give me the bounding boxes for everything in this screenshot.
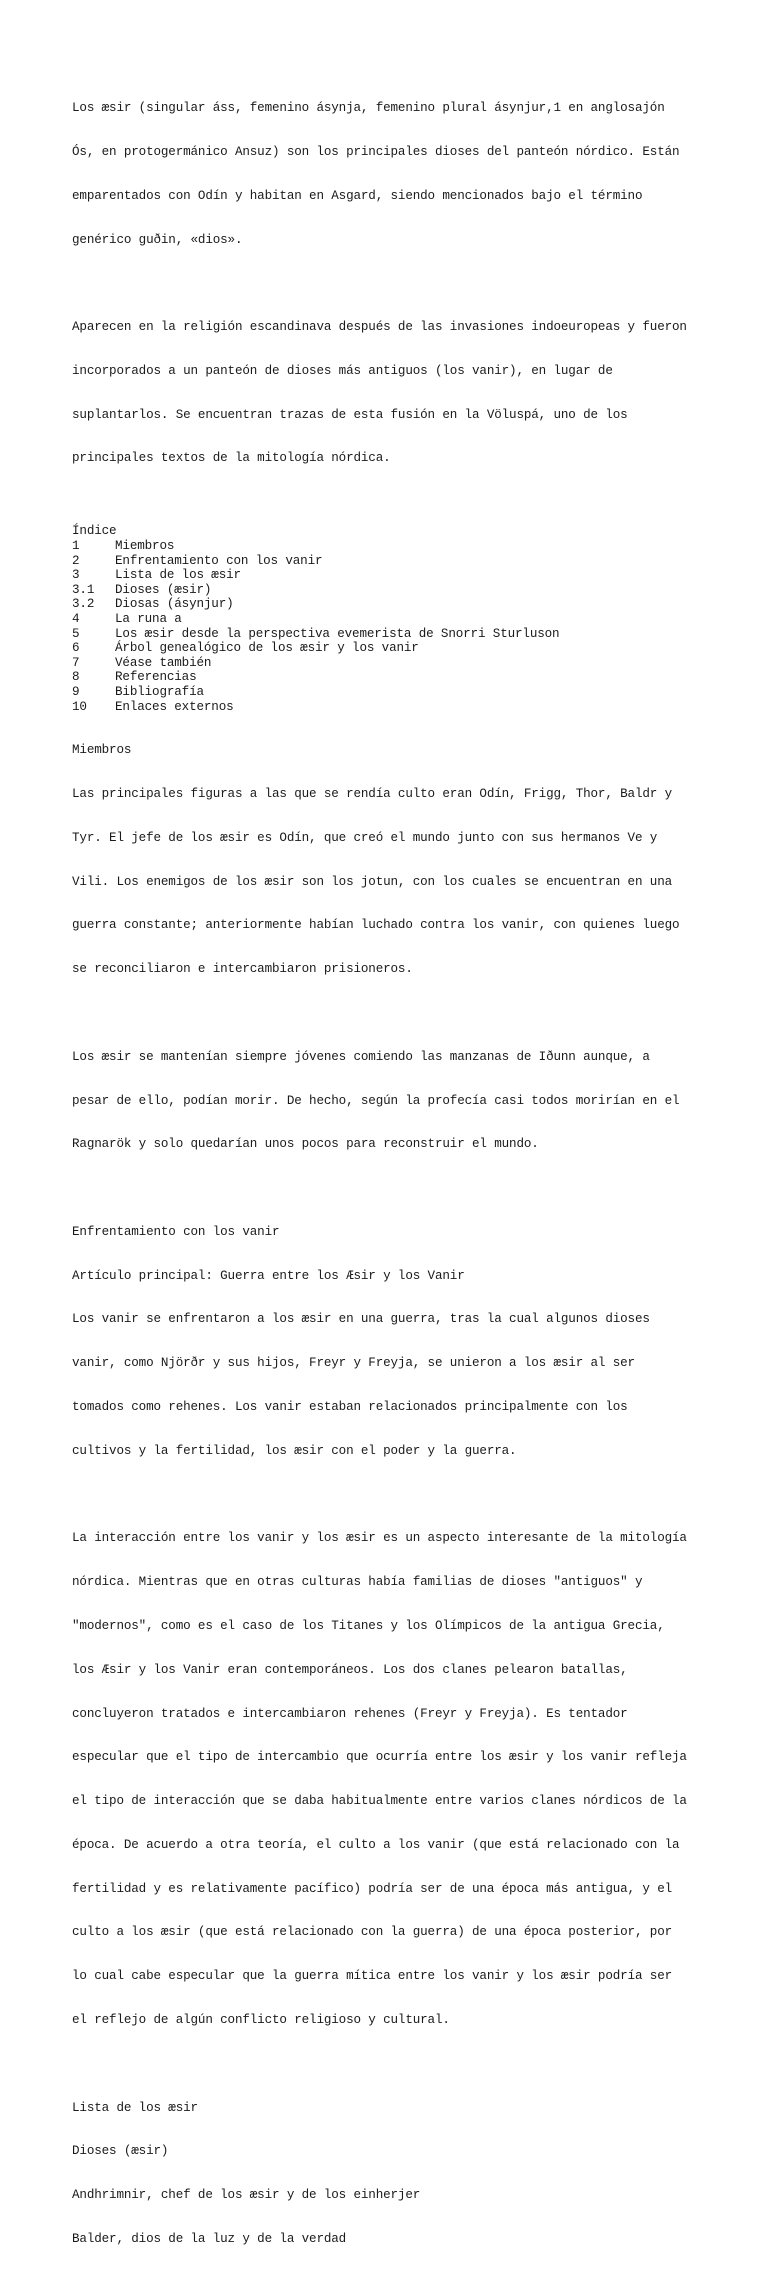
toc-label: Véase también bbox=[115, 655, 212, 670]
toc-item[interactable] bbox=[72, 656, 712, 671]
text-line: el tipo de interacción que se daba habitualmente entre varios clanes nórdicos de la bbox=[72, 1794, 687, 1809]
text-line: época. De acuerdo a otra teoría, el culto a los vanir (que está relacionado con la bbox=[72, 1837, 680, 1852]
toc-item[interactable] bbox=[72, 539, 712, 554]
text-line: lo cual cabe especular que la guerra mítica entre los vanir y los æsir podría ser bbox=[72, 1969, 673, 1984]
text-line: vanir, como Njörðr y sus hijos, Freyr y Freyja, se unieron a los æsir al ser bbox=[72, 1356, 635, 1371]
text-line: suplantarlos. Se encuentran trazas de esta fusión en la Völuspá, uno de los bbox=[72, 407, 628, 422]
toc-label: Enlaces externos bbox=[115, 699, 234, 714]
toc-number: 7 bbox=[72, 655, 80, 670]
table-of-contents bbox=[72, 524, 712, 714]
toc-label: Lista de los æsir bbox=[115, 568, 241, 583]
text-line: pesar de ello, podían morir. De hecho, según la profecía casi todos morirían en el bbox=[72, 1093, 680, 1108]
text-line: el reflejo de algún conflicto religioso y cultural. bbox=[72, 2012, 450, 2027]
section-miembros bbox=[72, 714, 712, 1006]
intro-paragraph-2 bbox=[72, 291, 712, 495]
toc-number: 5 bbox=[72, 626, 80, 641]
text-line: guerra constante; anteriormente habían luchado contra los vanir, con quienes luego bbox=[72, 918, 680, 933]
toc-number: 3.2 bbox=[72, 597, 95, 612]
toc-label: Los æsir desde la perspectiva evemerista de Snorri Sturluson bbox=[115, 626, 560, 641]
text-line: Los vanir se enfrentaron a los æsir en una guerra, tras la cual algunos dioses bbox=[72, 1312, 650, 1327]
text-line: "modernos", como es el caso de los Titanes y los Olímpicos de la antigua Grecia, bbox=[72, 1618, 665, 1633]
list-item: Andhrimnir, chef de los æsir y de los einherjer bbox=[72, 2188, 421, 2203]
text-line: los Æsir y los Vanir eran contemporáneos. Los dos clanes pelearon batallas, bbox=[72, 1662, 628, 1677]
section-enfrentamiento bbox=[72, 1196, 712, 1488]
text-line: se reconciliaron e intercambiaron prisioneros. bbox=[72, 962, 413, 977]
toc-label: Miembros bbox=[115, 539, 175, 553]
toc-item[interactable] bbox=[72, 627, 712, 642]
main-article-note[interactable]: Artículo principal: Guerra entre los Æsir y los Vanir bbox=[72, 1268, 465, 1283]
text-line: cultivos y la fertilidad, los æsir con el poder y la guerra. bbox=[72, 1443, 517, 1458]
toc-label: La runa a bbox=[115, 611, 182, 626]
text-line: La interacción entre los vanir y los æsir es un aspecto interesante de la mitología bbox=[72, 1531, 687, 1546]
text-line: Vili. Los enemigos de los æsir son los jotun, con los cuales se encuentran en una bbox=[72, 874, 673, 889]
list-item: Balder, dios de la luz y de la verdad bbox=[72, 2231, 347, 2246]
toc-item[interactable] bbox=[72, 583, 712, 598]
section-heading: Lista de los æsir bbox=[72, 2100, 198, 2115]
text-line: nórdica. Mientras que en otras culturas había familias de dioses "antiguos" y bbox=[72, 1575, 643, 1590]
subsection-heading: Dioses (æsir) bbox=[72, 2144, 169, 2159]
text-line: Los æsir se mantenían siempre jóvenes comiendo las manzanas de Iðunn aunque, a bbox=[72, 1049, 650, 1064]
toc-label: Diosas (ásynjur) bbox=[115, 597, 234, 612]
toc-label: Enfrentamiento con los vanir bbox=[115, 553, 323, 568]
toc-number: 6 bbox=[72, 641, 80, 656]
toc-number: 9 bbox=[72, 684, 80, 699]
text-line: genérico guðin, «dios». bbox=[72, 232, 243, 247]
toc-number: 2 bbox=[72, 553, 80, 568]
text-line: incorporados a un panteón de dioses más antiguos (los vanir), en lugar de bbox=[72, 363, 613, 378]
intro-paragraph-1 bbox=[72, 72, 712, 276]
miembros-paragraph-2 bbox=[72, 1021, 712, 1182]
toc-heading: Índice bbox=[72, 524, 117, 539]
text-line: emparentados con Odín y habitan en Asgard, siendo mencionados bajo el término bbox=[72, 188, 643, 203]
text-line: Tyr. El jefe de los æsir es Odín, que creó el mundo junto con sus hermanos Ve y bbox=[72, 830, 658, 845]
section-heading: Enfrentamiento con los vanir bbox=[72, 1224, 280, 1239]
section-lista bbox=[72, 2071, 712, 2275]
toc-number: 4 bbox=[72, 611, 80, 626]
toc-number: 3 bbox=[72, 568, 80, 583]
text-line: Aparecen en la religión escandinava después de las invasiones indoeuropeas y fueron bbox=[72, 320, 687, 335]
text-line: Ós, en protogermánico Ansuz) son los principales dioses del panteón nórdico. Están bbox=[72, 144, 680, 159]
toc-number: 8 bbox=[72, 670, 80, 685]
text-line: fertilidad y es relativamente pacífico) podría ser de una época más antigua, y el bbox=[72, 1881, 673, 1896]
toc-number: 1 bbox=[72, 539, 80, 553]
document-page bbox=[72, 72, 712, 2276]
toc-label: Bibliografía bbox=[115, 684, 204, 699]
enfrentamiento-paragraph-2 bbox=[72, 1502, 712, 2057]
text-line: Ragnarök y solo quedarían unos pocos para reconstruir el mundo. bbox=[72, 1137, 539, 1152]
toc-item[interactable] bbox=[72, 597, 712, 612]
toc-item[interactable] bbox=[72, 612, 712, 627]
toc-label: Árbol genealógico de los æsir y los vanir bbox=[115, 641, 419, 656]
text-line: tomados como rehenes. Los vanir estaban relacionados principalmente con los bbox=[72, 1400, 628, 1415]
toc-number: 3.1 bbox=[72, 582, 95, 597]
text-line: Las principales figuras a las que se rendía culto eran Odín, Frigg, Thor, Baldr y bbox=[72, 787, 673, 802]
toc-item[interactable] bbox=[72, 700, 712, 715]
toc-item[interactable] bbox=[72, 568, 712, 583]
toc-item[interactable] bbox=[72, 641, 712, 656]
text-line: concluyeron tratados e intercambiaron rehenes (Freyr y Freyja). Es tentador bbox=[72, 1706, 628, 1721]
toc-label: Referencias bbox=[115, 670, 197, 685]
text-line: principales textos de la mitología nórdica. bbox=[72, 451, 391, 466]
toc-label: Dioses (æsir) bbox=[115, 582, 212, 597]
toc-item[interactable] bbox=[72, 670, 712, 685]
text-line: culto a los æsir (que está relacionado con la guerra) de una época posterior, por bbox=[72, 1925, 673, 1940]
text-line: especular que el tipo de intercambio que ocurría entre los æsir y los vanir refleja bbox=[72, 1750, 687, 1765]
section-heading: Miembros bbox=[72, 743, 132, 758]
toc-item[interactable] bbox=[72, 685, 712, 700]
text-line: Los æsir (singular áss, femenino ásynja, femenino plural ásynjur,1 en anglosajón bbox=[72, 101, 665, 116]
toc-number: 10 bbox=[72, 699, 87, 714]
toc-item[interactable] bbox=[72, 554, 712, 569]
